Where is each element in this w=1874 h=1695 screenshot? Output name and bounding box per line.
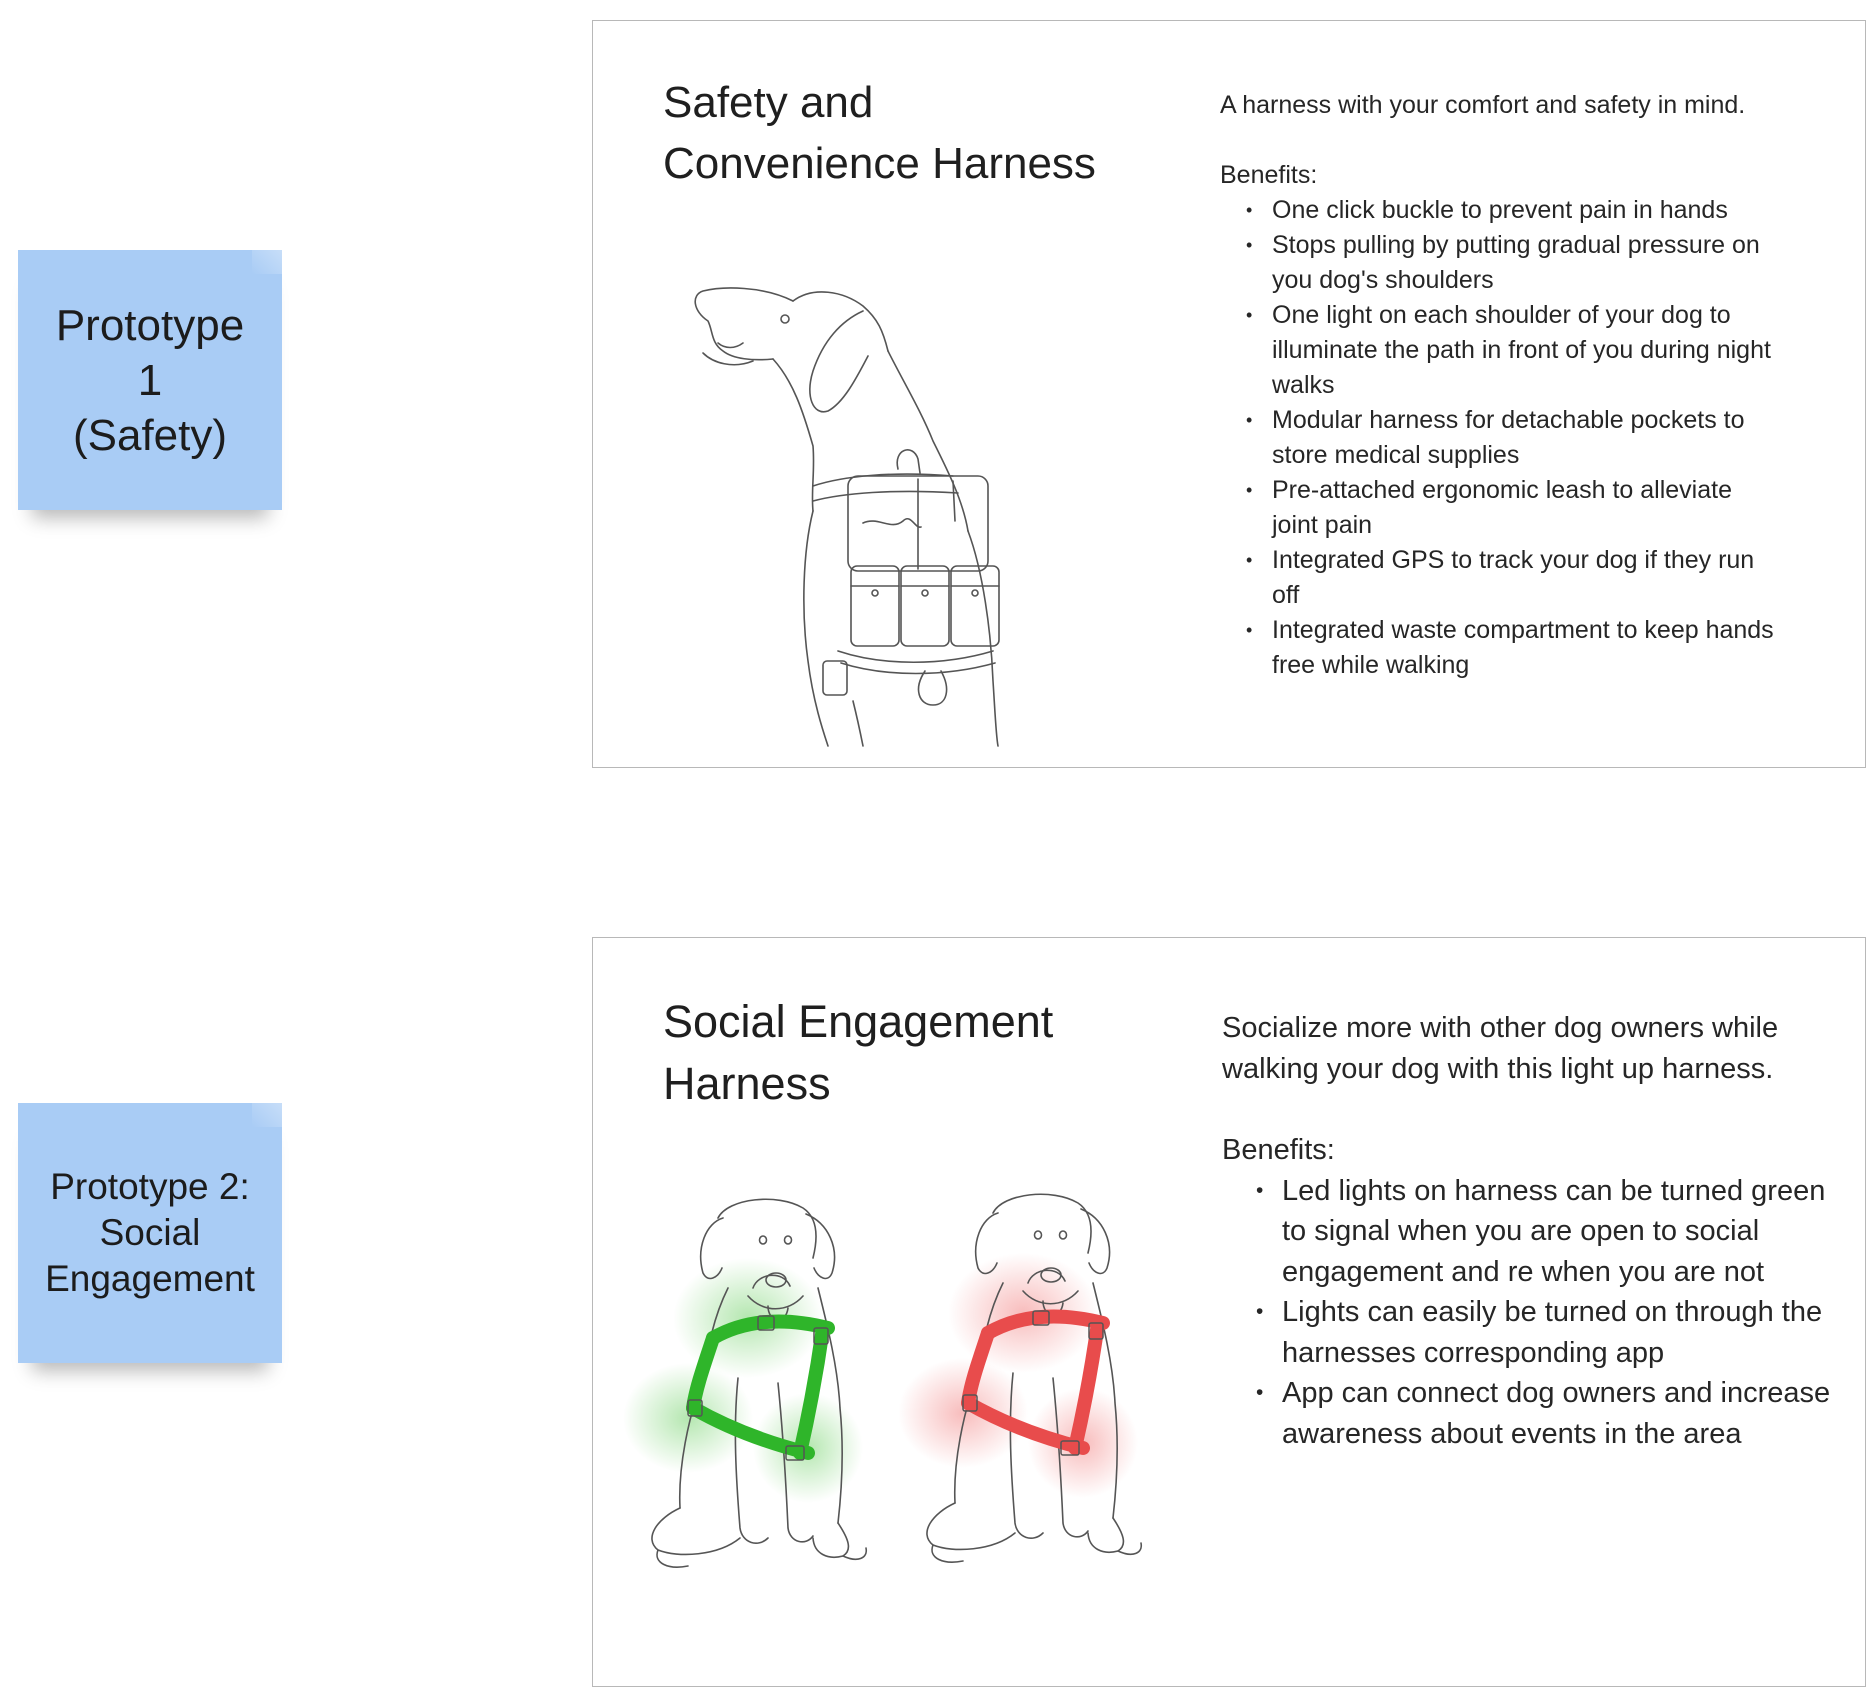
dog-with-pocket-harness-illustration	[663, 231, 1083, 751]
benefit-item: • Pre-attached ergonomic leash to alleviate joint pain	[1272, 473, 1780, 543]
benefits-label: Benefits:	[1220, 161, 1318, 189]
dogs-with-light-harness-illustration	[613, 1138, 1213, 1658]
benefits-label: Benefits:	[1222, 1134, 1335, 1166]
benefit-item: • Modular harness for detachable pockets to store medical supplies	[1272, 403, 1780, 473]
benefit-item: • Led lights on harness can be turned green to signal when you are open to social engagement and re when you are not	[1282, 1171, 1832, 1293]
card-intro: A harness with your comfort and safety in mind.	[1220, 91, 1746, 119]
card-description	[1220, 88, 1780, 683]
benefit-item: • Integrated GPS to track your dog if they run off	[1272, 543, 1780, 613]
benefits-list	[1222, 1171, 1832, 1455]
card-intro: Socialize more with other dog owners while walking your dog with this light up harness.	[1222, 1012, 1779, 1085]
sticky-note-prototype-1[interactable]	[18, 250, 282, 510]
benefit-item: • One click buckle to prevent pain in hands	[1272, 193, 1780, 228]
card-title: Social Engagement Harness	[663, 996, 1054, 1110]
sticky-note-text: Prototype 2: Social Engagement	[45, 1165, 255, 1300]
benefit-item: • Lights can easily be turned on through the harnesses corresponding app	[1282, 1292, 1832, 1373]
benefit-item: • Stops pulling by putting gradual pressure on you dog's shoulders	[1272, 228, 1780, 298]
benefits-list	[1220, 193, 1780, 683]
prototype-card-social[interactable]	[592, 937, 1866, 1687]
prototype-card-safety[interactable]	[592, 20, 1866, 768]
benefit-item: • App can connect dog owners and increase awareness about events in the area	[1282, 1373, 1832, 1454]
sticky-note-prototype-2[interactable]	[18, 1103, 282, 1363]
benefit-item: • One light on each shoulder of your dog to illuminate the path in front of you during night walks	[1272, 298, 1780, 403]
card-description	[1222, 1008, 1832, 1454]
sticky-note-text: Prototype 1 (Safety)	[55, 300, 245, 460]
card-title: Safety and Convenience Harness	[663, 78, 1096, 188]
benefit-item: • Integrated waste compartment to keep hands free while walking	[1272, 613, 1780, 683]
